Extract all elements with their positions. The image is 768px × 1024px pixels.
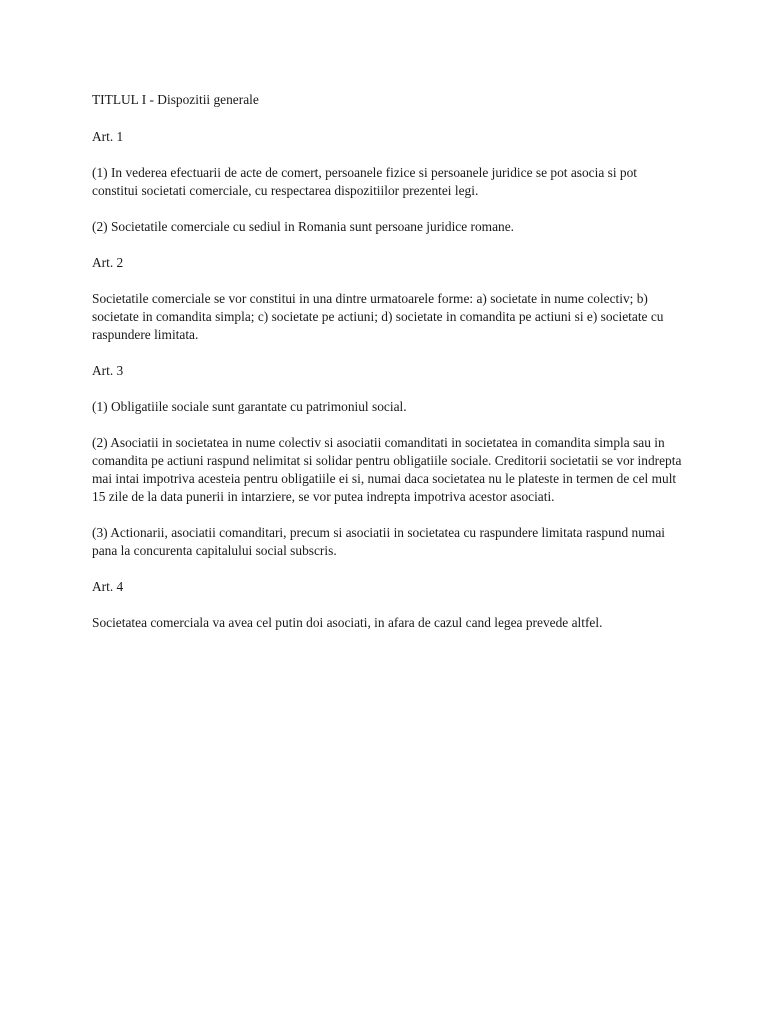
article-paragraph: (1) In vederea efectuarii de acte de comert, persoanele fizice si persoanele juridice se pot asocia si pot constitui societati comerciale, cu respectarea dispozitiilor prezentei legi. bbox=[92, 165, 638, 198]
article-paragraph: (1) Obligatiile sociale sunt garantate cu patrimoniul social. bbox=[92, 399, 407, 414]
article-paragraph: (3) Actionarii, asociatii comanditari, precum si asociatii in societatea cu raspundere limitata raspund numai pana la concurenta capitalului social subscris. bbox=[92, 525, 665, 558]
article-paragraph: Societatile comerciale se vor constitui in una dintre urmatoarele forme: a) societate in nume colectiv; b) societate in comandita simpla; c) societate pe actiuni; d) societate in comandita pe actiuni si e) societate cu raspundere limitata. bbox=[92, 291, 664, 342]
document-title: TITLUL I - Dispozitii generale bbox=[92, 92, 259, 107]
article-heading: Art. 1 bbox=[92, 129, 124, 144]
article-paragraph: (2) Societatile comerciale cu sediul in Romania sunt persoane juridice romane. bbox=[92, 219, 515, 234]
article-heading: Art. 4 bbox=[92, 579, 124, 594]
article-heading: Art. 2 bbox=[92, 255, 124, 270]
article-paragraph: (2) Asociatii in societatea in nume colectiv si asociatii comanditati in societatea in comandita simpla sau in comandita pe actiuni raspund nelimitat si solidar pentru obligatiile sociale. Creditorii societatii se vor indrepta mai intai impotriva acesteia pentru obligatiile ei si, numai daca societatea nu le plateste in termen de cel mult 15 zile de la data punerii in intarziere, se vor putea indrepta impotriva acestor asociati. bbox=[92, 435, 682, 504]
article-paragraph: Societatea comerciala va avea cel putin doi asociati, in afara de cazul cand legea prevede altfel. bbox=[92, 615, 603, 630]
article-heading: Art. 3 bbox=[92, 363, 124, 378]
document-body bbox=[92, 91, 692, 650]
